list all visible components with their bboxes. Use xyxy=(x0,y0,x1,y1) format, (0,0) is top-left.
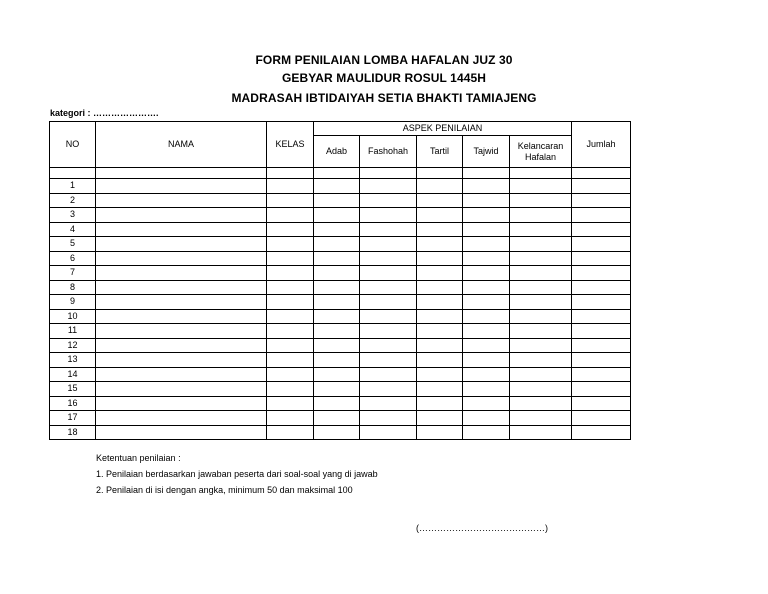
jumlah-cell[interactable] xyxy=(572,382,631,397)
row-number: 11 xyxy=(50,324,96,339)
row-number: 2 xyxy=(50,193,96,208)
fashohah-cell[interactable] xyxy=(360,237,417,252)
nama-cell[interactable] xyxy=(96,338,267,353)
adab-cell[interactable] xyxy=(314,193,360,208)
tartil-cell[interactable] xyxy=(417,193,463,208)
header-tartil: Tartil xyxy=(417,136,463,168)
tajwid-cell[interactable] xyxy=(463,338,510,353)
jumlah-cell[interactable] xyxy=(572,396,631,411)
header-kelas: KELAS xyxy=(267,122,314,168)
kelancaran-cell[interactable] xyxy=(510,280,572,295)
nama-cell[interactable] xyxy=(96,208,267,223)
tartil-cell[interactable] xyxy=(417,324,463,339)
nama-cell[interactable] xyxy=(96,396,267,411)
fashohah-cell[interactable] xyxy=(360,425,417,440)
header-nama: NAMA xyxy=(96,122,267,168)
fashohah-cell[interactable] xyxy=(360,367,417,382)
tartil-cell[interactable] xyxy=(417,353,463,368)
jumlah-cell[interactable] xyxy=(572,367,631,382)
tajwid-cell[interactable] xyxy=(463,382,510,397)
fashohah-cell[interactable] xyxy=(360,179,417,194)
kelancaran-cell[interactable] xyxy=(510,208,572,223)
adab-cell[interactable] xyxy=(314,237,360,252)
kelas-cell[interactable] xyxy=(267,324,314,339)
kelancaran-cell[interactable] xyxy=(510,382,572,397)
table-row xyxy=(50,266,631,281)
row-number: 18 xyxy=(50,425,96,440)
jumlah-cell[interactable] xyxy=(572,309,631,324)
tajwid-cell[interactable] xyxy=(463,425,510,440)
kelas-cell[interactable] xyxy=(267,353,314,368)
score-table xyxy=(49,121,631,440)
kelancaran-cell[interactable] xyxy=(510,396,572,411)
table-row xyxy=(50,382,631,397)
tartil-cell[interactable] xyxy=(417,179,463,194)
header-tajwid: Tajwid xyxy=(463,136,510,168)
table-row xyxy=(50,338,631,353)
header-fashohah: Fashohah xyxy=(360,136,417,168)
note-item-2: 2. Penilaian di isi dengan angka, minimum 50 dan maksimal 100 xyxy=(96,485,353,495)
table-row xyxy=(50,237,631,252)
kelancaran-cell[interactable] xyxy=(510,425,572,440)
kelancaran-cell[interactable] xyxy=(510,411,572,426)
tartil-cell[interactable] xyxy=(417,295,463,310)
kelas-cell[interactable] xyxy=(267,411,314,426)
tartil-cell[interactable] xyxy=(417,425,463,440)
row-number: 7 xyxy=(50,266,96,281)
table-row xyxy=(50,425,631,440)
fashohah-cell[interactable] xyxy=(360,309,417,324)
nama-cell[interactable] xyxy=(96,193,267,208)
header-aspek-penilaian: ASPEK PENILAIAN xyxy=(314,122,572,136)
tajwid-cell[interactable] xyxy=(463,367,510,382)
table-row xyxy=(50,295,631,310)
tartil-cell[interactable] xyxy=(417,411,463,426)
kelas-cell[interactable] xyxy=(267,251,314,266)
form-title: FORM PENILAIAN LOMBA HAFALAN JUZ 30 xyxy=(255,53,513,67)
tajwid-cell[interactable] xyxy=(463,353,510,368)
table-row xyxy=(50,208,631,223)
tajwid-cell[interactable] xyxy=(463,280,510,295)
tartil-cell[interactable] xyxy=(417,382,463,397)
row-number: 9 xyxy=(50,295,96,310)
tajwid-cell[interactable] xyxy=(463,266,510,281)
kelas-cell[interactable] xyxy=(267,179,314,194)
tartil-cell[interactable] xyxy=(417,280,463,295)
jumlah-cell[interactable] xyxy=(572,208,631,223)
nama-cell[interactable] xyxy=(96,280,267,295)
nama-cell[interactable] xyxy=(96,425,267,440)
jumlah-cell[interactable] xyxy=(572,280,631,295)
header-jumlah: Jumlah xyxy=(572,122,631,168)
kelancaran-cell[interactable] xyxy=(510,324,572,339)
kelas-cell[interactable] xyxy=(267,222,314,237)
jumlah-cell[interactable] xyxy=(572,266,631,281)
kelas-cell[interactable] xyxy=(267,309,314,324)
fashohah-cell[interactable] xyxy=(360,222,417,237)
nama-cell[interactable] xyxy=(96,324,267,339)
jumlah-cell[interactable] xyxy=(572,411,631,426)
tajwid-cell[interactable] xyxy=(463,411,510,426)
tajwid-cell[interactable] xyxy=(463,396,510,411)
adab-cell[interactable] xyxy=(314,338,360,353)
table-row xyxy=(50,280,631,295)
nama-cell[interactable] xyxy=(96,411,267,426)
nama-cell[interactable] xyxy=(96,266,267,281)
table-row xyxy=(50,396,631,411)
adab-cell[interactable] xyxy=(314,367,360,382)
nama-cell[interactable] xyxy=(96,309,267,324)
header-adab: Adab xyxy=(314,136,360,168)
kelas-cell[interactable] xyxy=(267,396,314,411)
row-number: 3 xyxy=(50,208,96,223)
jumlah-cell[interactable] xyxy=(572,295,631,310)
kelancaran-cell[interactable] xyxy=(510,222,572,237)
kelancaran-cell[interactable] xyxy=(510,367,572,382)
jumlah-cell[interactable] xyxy=(572,251,631,266)
fashohah-cell[interactable] xyxy=(360,382,417,397)
kelancaran-cell[interactable] xyxy=(510,179,572,194)
fashohah-cell[interactable] xyxy=(360,338,417,353)
kelas-cell[interactable] xyxy=(267,338,314,353)
nama-cell[interactable] xyxy=(96,179,267,194)
jumlah-cell[interactable] xyxy=(572,353,631,368)
kelancaran-cell[interactable] xyxy=(510,237,572,252)
tajwid-cell[interactable] xyxy=(463,237,510,252)
tajwid-cell[interactable] xyxy=(463,251,510,266)
adab-cell[interactable] xyxy=(314,425,360,440)
kelas-cell[interactable] xyxy=(267,382,314,397)
adab-cell[interactable] xyxy=(314,179,360,194)
kelas-cell[interactable] xyxy=(267,295,314,310)
tartil-cell[interactable] xyxy=(417,338,463,353)
adab-cell[interactable] xyxy=(314,411,360,426)
tartil-cell[interactable] xyxy=(417,222,463,237)
table-row xyxy=(50,353,631,368)
kelas-cell[interactable] xyxy=(267,367,314,382)
fashohah-cell[interactable] xyxy=(360,411,417,426)
kelas-cell[interactable] xyxy=(267,280,314,295)
jumlah-cell[interactable] xyxy=(572,324,631,339)
school-name: MADRASAH IBTIDAIYAH SETIA BHAKTI TAMIAJENG xyxy=(231,91,537,105)
kelancaran-cell[interactable] xyxy=(510,295,572,310)
row-number: 6 xyxy=(50,251,96,266)
kelas-cell[interactable] xyxy=(267,425,314,440)
tartil-cell[interactable] xyxy=(417,237,463,252)
nama-cell[interactable] xyxy=(96,353,267,368)
fashohah-cell[interactable] xyxy=(360,295,417,310)
nama-cell[interactable] xyxy=(96,251,267,266)
adab-cell[interactable] xyxy=(314,266,360,281)
table-row xyxy=(50,411,631,426)
fashohah-cell[interactable] xyxy=(360,324,417,339)
adab-cell[interactable] xyxy=(314,396,360,411)
table-row xyxy=(50,222,631,237)
signature-line: (……………………………………) xyxy=(416,523,548,533)
adab-cell[interactable] xyxy=(314,208,360,223)
adab-cell[interactable] xyxy=(314,295,360,310)
tajwid-cell[interactable] xyxy=(463,309,510,324)
note-item-1: 1. Penilaian berdasarkan jawaban peserta dari soal-soal yang di jawab xyxy=(96,469,378,479)
tajwid-cell[interactable] xyxy=(463,208,510,223)
tajwid-cell[interactable] xyxy=(463,193,510,208)
header-kelancaran-hafalan: Kelancaran Hafalan xyxy=(510,136,572,168)
table-row xyxy=(50,193,631,208)
jumlah-cell[interactable] xyxy=(572,193,631,208)
table-row xyxy=(50,367,631,382)
adab-cell[interactable] xyxy=(314,222,360,237)
row-number: 8 xyxy=(50,280,96,295)
tartil-cell[interactable] xyxy=(417,367,463,382)
notes-block xyxy=(96,450,378,498)
tajwid-cell[interactable] xyxy=(463,295,510,310)
row-number: 10 xyxy=(50,309,96,324)
tartil-cell[interactable] xyxy=(417,266,463,281)
jumlah-cell[interactable] xyxy=(572,222,631,237)
table-row xyxy=(50,324,631,339)
jumlah-cell[interactable] xyxy=(572,425,631,440)
kategori-label: kategori : …………………. xyxy=(50,108,159,118)
table-row xyxy=(50,251,631,266)
row-number: 13 xyxy=(50,353,96,368)
header-no: NO xyxy=(50,122,96,168)
kelancaran-cell[interactable] xyxy=(510,353,572,368)
kelas-cell[interactable] xyxy=(267,193,314,208)
jumlah-cell[interactable] xyxy=(572,179,631,194)
row-number: 12 xyxy=(50,338,96,353)
row-number: 5 xyxy=(50,237,96,252)
kelancaran-cell[interactable] xyxy=(510,309,572,324)
tajwid-cell[interactable] xyxy=(463,222,510,237)
row-number: 15 xyxy=(50,382,96,397)
tartil-cell[interactable] xyxy=(417,396,463,411)
adab-cell[interactable] xyxy=(314,353,360,368)
fashohah-cell[interactable] xyxy=(360,353,417,368)
fashohah-cell[interactable] xyxy=(360,396,417,411)
adab-cell[interactable] xyxy=(314,309,360,324)
kelancaran-cell[interactable] xyxy=(510,338,572,353)
adab-cell[interactable] xyxy=(314,382,360,397)
nama-cell[interactable] xyxy=(96,237,267,252)
adab-cell[interactable] xyxy=(314,251,360,266)
tajwid-cell[interactable] xyxy=(463,324,510,339)
event-title: GEBYAR MAULIDUR ROSUL 1445H xyxy=(281,71,487,85)
jumlah-cell[interactable] xyxy=(572,338,631,353)
kelas-cell[interactable] xyxy=(267,237,314,252)
fashohah-cell[interactable] xyxy=(360,193,417,208)
row-number: 14 xyxy=(50,367,96,382)
nama-cell[interactable] xyxy=(96,382,267,397)
table-row xyxy=(50,309,631,324)
adab-cell[interactable] xyxy=(314,324,360,339)
row-number: 16 xyxy=(50,396,96,411)
fashohah-cell[interactable] xyxy=(360,208,417,223)
kelancaran-cell[interactable] xyxy=(510,193,572,208)
spacer-row xyxy=(50,168,631,179)
row-number: 17 xyxy=(50,411,96,426)
adab-cell[interactable] xyxy=(314,280,360,295)
nama-cell[interactable] xyxy=(96,295,267,310)
kelas-cell[interactable] xyxy=(267,208,314,223)
kelas-cell[interactable] xyxy=(267,266,314,281)
kelancaran-cell[interactable] xyxy=(510,251,572,266)
kelancaran-cell[interactable] xyxy=(510,266,572,281)
row-number: 1 xyxy=(50,179,96,194)
fashohah-cell[interactable] xyxy=(360,280,417,295)
table-row xyxy=(50,179,631,194)
fashohah-cell[interactable] xyxy=(360,251,417,266)
row-number: 4 xyxy=(50,222,96,237)
nama-cell[interactable] xyxy=(96,367,267,382)
notes-heading: Ketentuan penilaian : xyxy=(96,453,181,463)
tartil-cell[interactable] xyxy=(417,208,463,223)
fashohah-cell[interactable] xyxy=(360,266,417,281)
tajwid-cell[interactable] xyxy=(463,179,510,194)
tartil-cell[interactable] xyxy=(417,251,463,266)
nama-cell[interactable] xyxy=(96,222,267,237)
jumlah-cell[interactable] xyxy=(572,237,631,252)
tartil-cell[interactable] xyxy=(417,309,463,324)
